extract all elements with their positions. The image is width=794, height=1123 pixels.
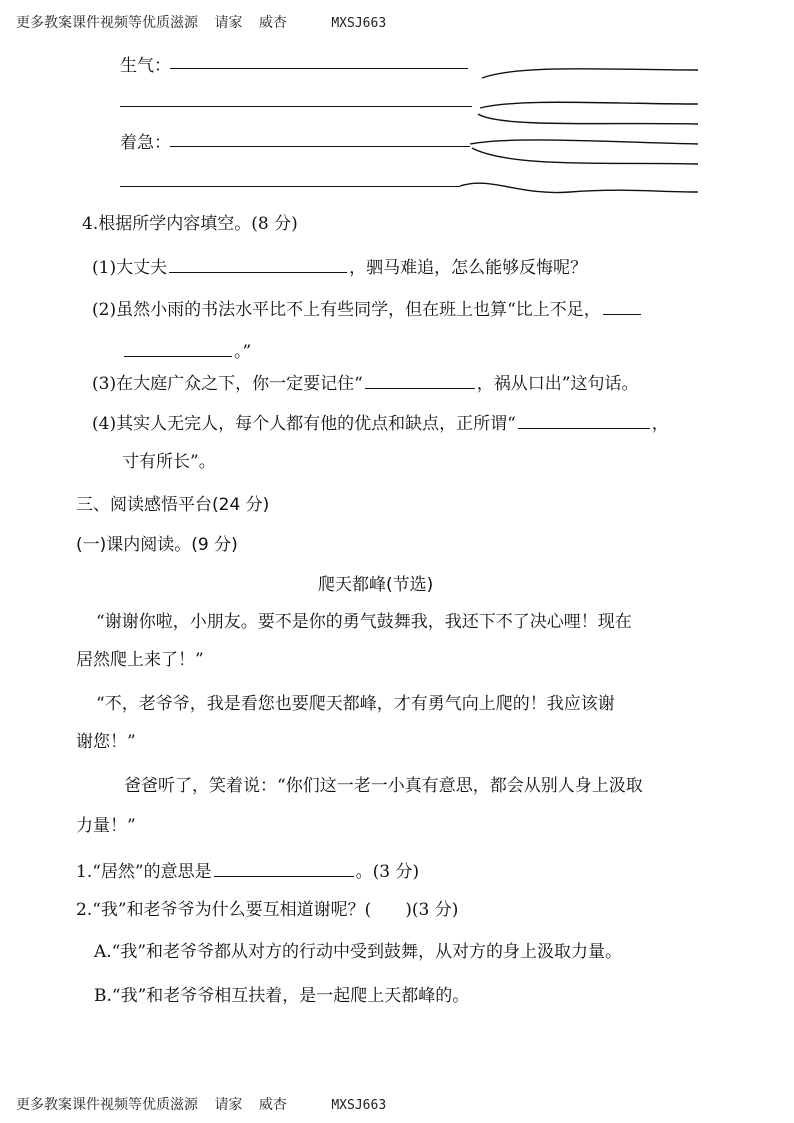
q4-item4: [92, 410, 669, 436]
option-a[interactable]: A.“我”和老爷爷都从对方的行动中受到鼓舞，从对方的身上汲取力量。: [94, 942, 623, 962]
passage-para3: 爸爸听了，笑着说：“你们这一老一小真有意思，都会从别人身上汲取: [124, 776, 643, 796]
q4-item2-end: 。”: [234, 342, 252, 362]
reading-q1-end: 。(3 分): [355, 862, 420, 882]
footer-contact: 请家: [214, 1097, 243, 1113]
page-header: [16, 12, 398, 32]
section3-sub: (一)课内阅读。(9 分): [76, 535, 238, 555]
q4-item2-start: (2)虽然小雨的书法水平比不上有些同学，但在班上也算“比上不足，: [92, 300, 601, 320]
q4-item1: [92, 254, 587, 280]
header-code: MXSJ663: [331, 16, 387, 31]
header-contact: 请家: [214, 15, 243, 31]
passage-para1-cont: 居然爬上来了！”: [76, 650, 204, 670]
wavy-writing-lines: [460, 56, 700, 204]
page-footer: [16, 1094, 398, 1114]
passage-para2-cont: 谢您！”: [76, 732, 136, 752]
q4-item1-start: (1)大丈夫: [92, 258, 168, 278]
q4-item3-end: ，祸从口出”这句话。: [476, 374, 639, 394]
writing-line[interactable]: [120, 106, 472, 107]
reading-q1-start: 1.“居然”的意思是: [76, 862, 212, 882]
header-name: 威杏: [258, 15, 287, 31]
q4-item3-start: (3)在大庭广众之下，你一定要记住“: [92, 374, 363, 394]
angry-label: 生气：: [120, 56, 171, 76]
fill-blank[interactable]: [365, 370, 475, 389]
passage-title: 爬天都峰(节选): [318, 575, 434, 595]
q4-prompt: 4.根据所学内容填空。(8 分): [82, 214, 298, 234]
q4-item2-cont: [122, 338, 251, 364]
q4-item2: [92, 296, 643, 322]
q4-item4-comma: ，: [651, 414, 669, 434]
anxious-label: 着急：: [120, 133, 171, 153]
fill-blank[interactable]: [124, 338, 232, 357]
option-b[interactable]: B.“我”和老爷爷相互扶着，是一起爬上天都峰的。: [94, 986, 470, 1006]
reading-q2: 2.“我”和老爷爷为什么要互相道谢呢？( )(3 分): [76, 900, 459, 920]
fill-blank[interactable]: [603, 296, 641, 315]
footer-name: 威杏: [258, 1097, 287, 1113]
section3-heading: 三、阅读感悟平台(24 分): [76, 495, 270, 515]
q4-item3: [92, 370, 638, 396]
q4-item1-end: ，驷马难追，怎么能够反悔呢？: [349, 258, 588, 278]
passage-para3-cont: 力量！”: [76, 816, 136, 836]
writing-line[interactable]: [170, 146, 470, 147]
fill-blank[interactable]: [214, 858, 354, 877]
q4-item4-cont: 寸有所长”。: [122, 452, 216, 472]
passage-para1: “谢谢你啦，小朋友。要不是你的勇气鼓舞我，我还下不了决心哩！现在: [96, 612, 632, 632]
writing-line[interactable]: [170, 68, 468, 69]
footer-promo: 更多教案课件视频等优质滋源: [16, 1097, 198, 1113]
q4-item4-start: (4)其实人无完人，每个人都有他的优点和缺点，正所谓“: [92, 414, 516, 434]
footer-code: MXSJ663: [331, 1098, 387, 1113]
writing-line[interactable]: [120, 186, 460, 187]
reading-q1: [76, 858, 419, 884]
header-promo: 更多教案课件视频等优质滋源: [16, 15, 198, 31]
fill-blank[interactable]: [169, 254, 347, 273]
fill-blank[interactable]: [518, 410, 650, 429]
passage-para2: “不，老爷爷，我是看您也要爬天都峰，才有勇气向上爬的！我应该谢: [96, 694, 615, 714]
